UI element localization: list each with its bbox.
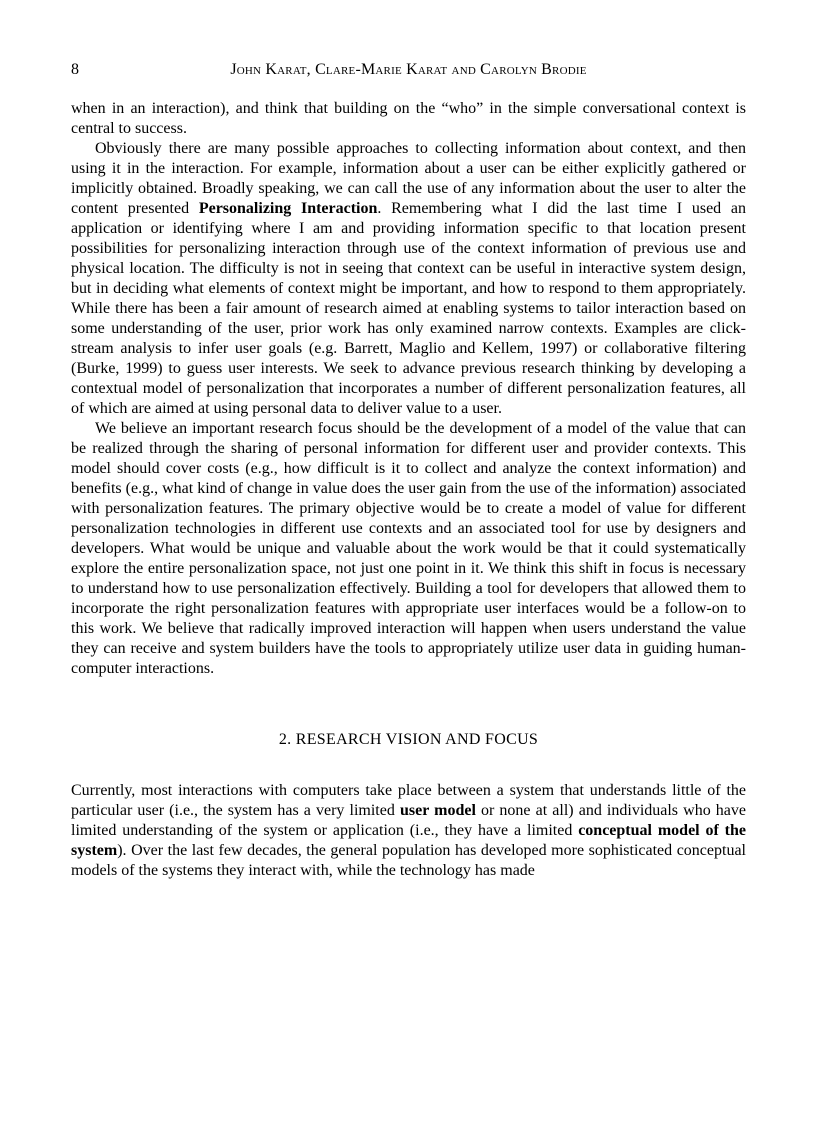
term-conceptual-model: conceptual model of the system <box>71 822 747 859</box>
term-personalizing-interaction: Personalizing Interaction <box>198 200 378 217</box>
paragraph-personalization <box>71 139 746 419</box>
page-header <box>71 59 746 81</box>
paragraph-research-focus: We believe an important research focus should be the development of a model of the value that can be realized through the sharing of personal information for different user and provider contexts. This model should cover costs (e.g., how difficult is it to collect and analyze the context information) and benefits (e.g., what kind of change in value does the user gain from the use of the information) associated with personalization features. The primary objective would be to create a model of value for different personalization technologies in different use contexts and an associated tool for use by designers and developers. What would be unique and valuable about the work would be that it could systematically explore the entire personalization space, not just one point in it. We think this shift in focus is necessary to understand how to use personalization effectively. Building a tool for developers that allowed them to incorporate the right personalization features with appropriate user interfaces would be a follow-on to this work. We believe that radically improved interaction will happen when users understand the value they can receive and system builders have the tools to appropriately utilize user data in guiding human-computer interactions. <box>71 420 746 677</box>
body-text <box>71 99 746 881</box>
paragraph-text: ). Over the last few decades, the general population has developed more sophisticated conceptual models of the systems they interact with, while the technology has made <box>71 842 746 879</box>
paragraph-text: Obviously there are many possible approaches to collecting information about context, and then using it in the interaction. For example, information about a user can be either explicitly gathered or implicitly obtained. Broadly speaking, we can call the use of any information about the user to alter the content presented <box>71 140 746 217</box>
paragraph-continuation: when in an interaction), and think that building on the “who” in the simple conversational context is central to success. <box>71 100 746 137</box>
section-heading: 2. RESEARCH VISION AND FOCUS <box>278 731 539 748</box>
paragraph-text: or none at all) and individuals who have limited understanding of the system or application (i.e., they have a limited <box>71 802 747 839</box>
paragraph-text: Currently, most interactions with computers take place between a system that understands little of the particular user (i.e., the system has a very limited <box>71 782 746 819</box>
term-user-model: user model <box>399 802 476 819</box>
page-number: 8 <box>71 61 79 78</box>
running-head: John Karat, Clare-Marie Karat and Carolyn Brodie <box>230 61 587 78</box>
paragraph-text: . Remembering what I did the last time I used an application or identifying where I am and providing information specific to that location present possibilities for personalizing interaction through use of the context information of previous use and physical location. The difficulty is not in seeing that context can be useful in interactive system design, but in deciding what elements of context might be important, and how to respond to them appropriately. While there has been a fair amount of research aimed at enabling systems to tailor interaction based on some understanding of the user, prior work has only examined narrow contexts. Examples are click-stream analysis to infer user goals (e.g. Barrett, Maglio and Kellem, 1997) or collaborative filtering (Burke, 1999) to guess user interests. We seek to advance previous research thinking by developing a contextual model of personalization that incorporates a number of different personalization features, all of which are aimed at using personal data to deliver value to a user. <box>71 200 746 417</box>
paragraph-section-intro <box>71 781 746 881</box>
